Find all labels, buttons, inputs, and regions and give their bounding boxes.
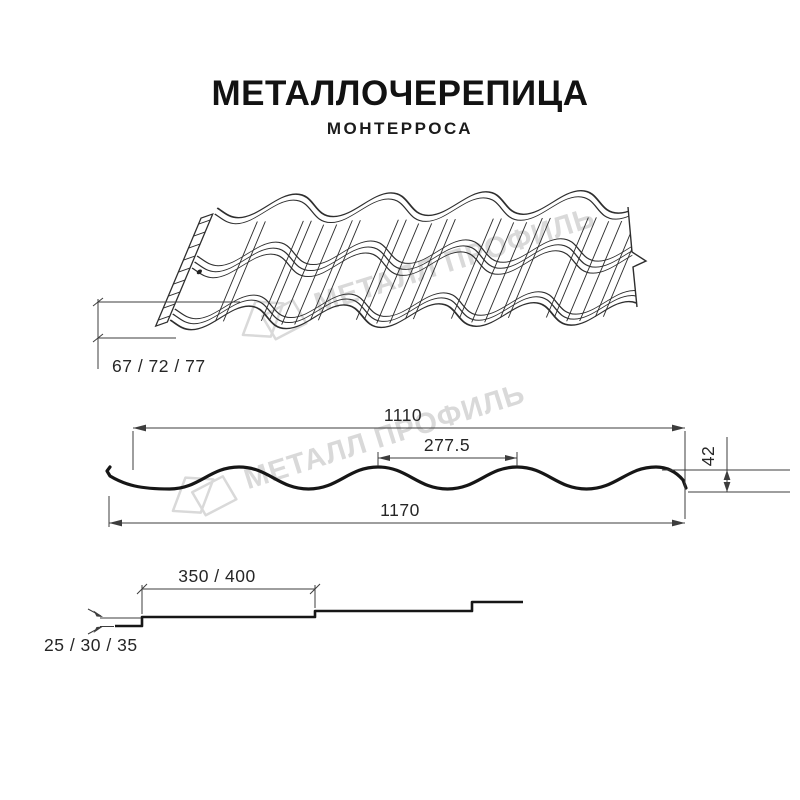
wave-pitch-label: 277.5 — [423, 435, 471, 455]
height-label: 42 — [698, 445, 718, 467]
fastener-dot — [196, 269, 203, 274]
step-profile-line — [115, 602, 523, 626]
watermark-lower — [164, 373, 530, 524]
product-subtitle: МОНТЕРРОСА — [326, 119, 474, 138]
break-edge — [628, 207, 646, 307]
module-length-label: 350 / 400 — [178, 566, 256, 586]
dim-module-length — [137, 566, 320, 614]
module-step-drawing — [44, 566, 523, 655]
step-height-label: 25 / 30 / 35 — [44, 635, 138, 655]
profile-height-label: 67 / 72 / 77 — [112, 356, 206, 376]
overall-width-label: 1170 — [380, 500, 420, 520]
dim-profile-height-3d — [93, 298, 240, 376]
dim-profile-height — [662, 437, 790, 492]
start-cap-strip — [156, 214, 226, 326]
cover-width-label: 1110 — [383, 405, 423, 425]
page-title: МЕТАЛЛОЧЕРЕПИЦА — [211, 74, 589, 113]
